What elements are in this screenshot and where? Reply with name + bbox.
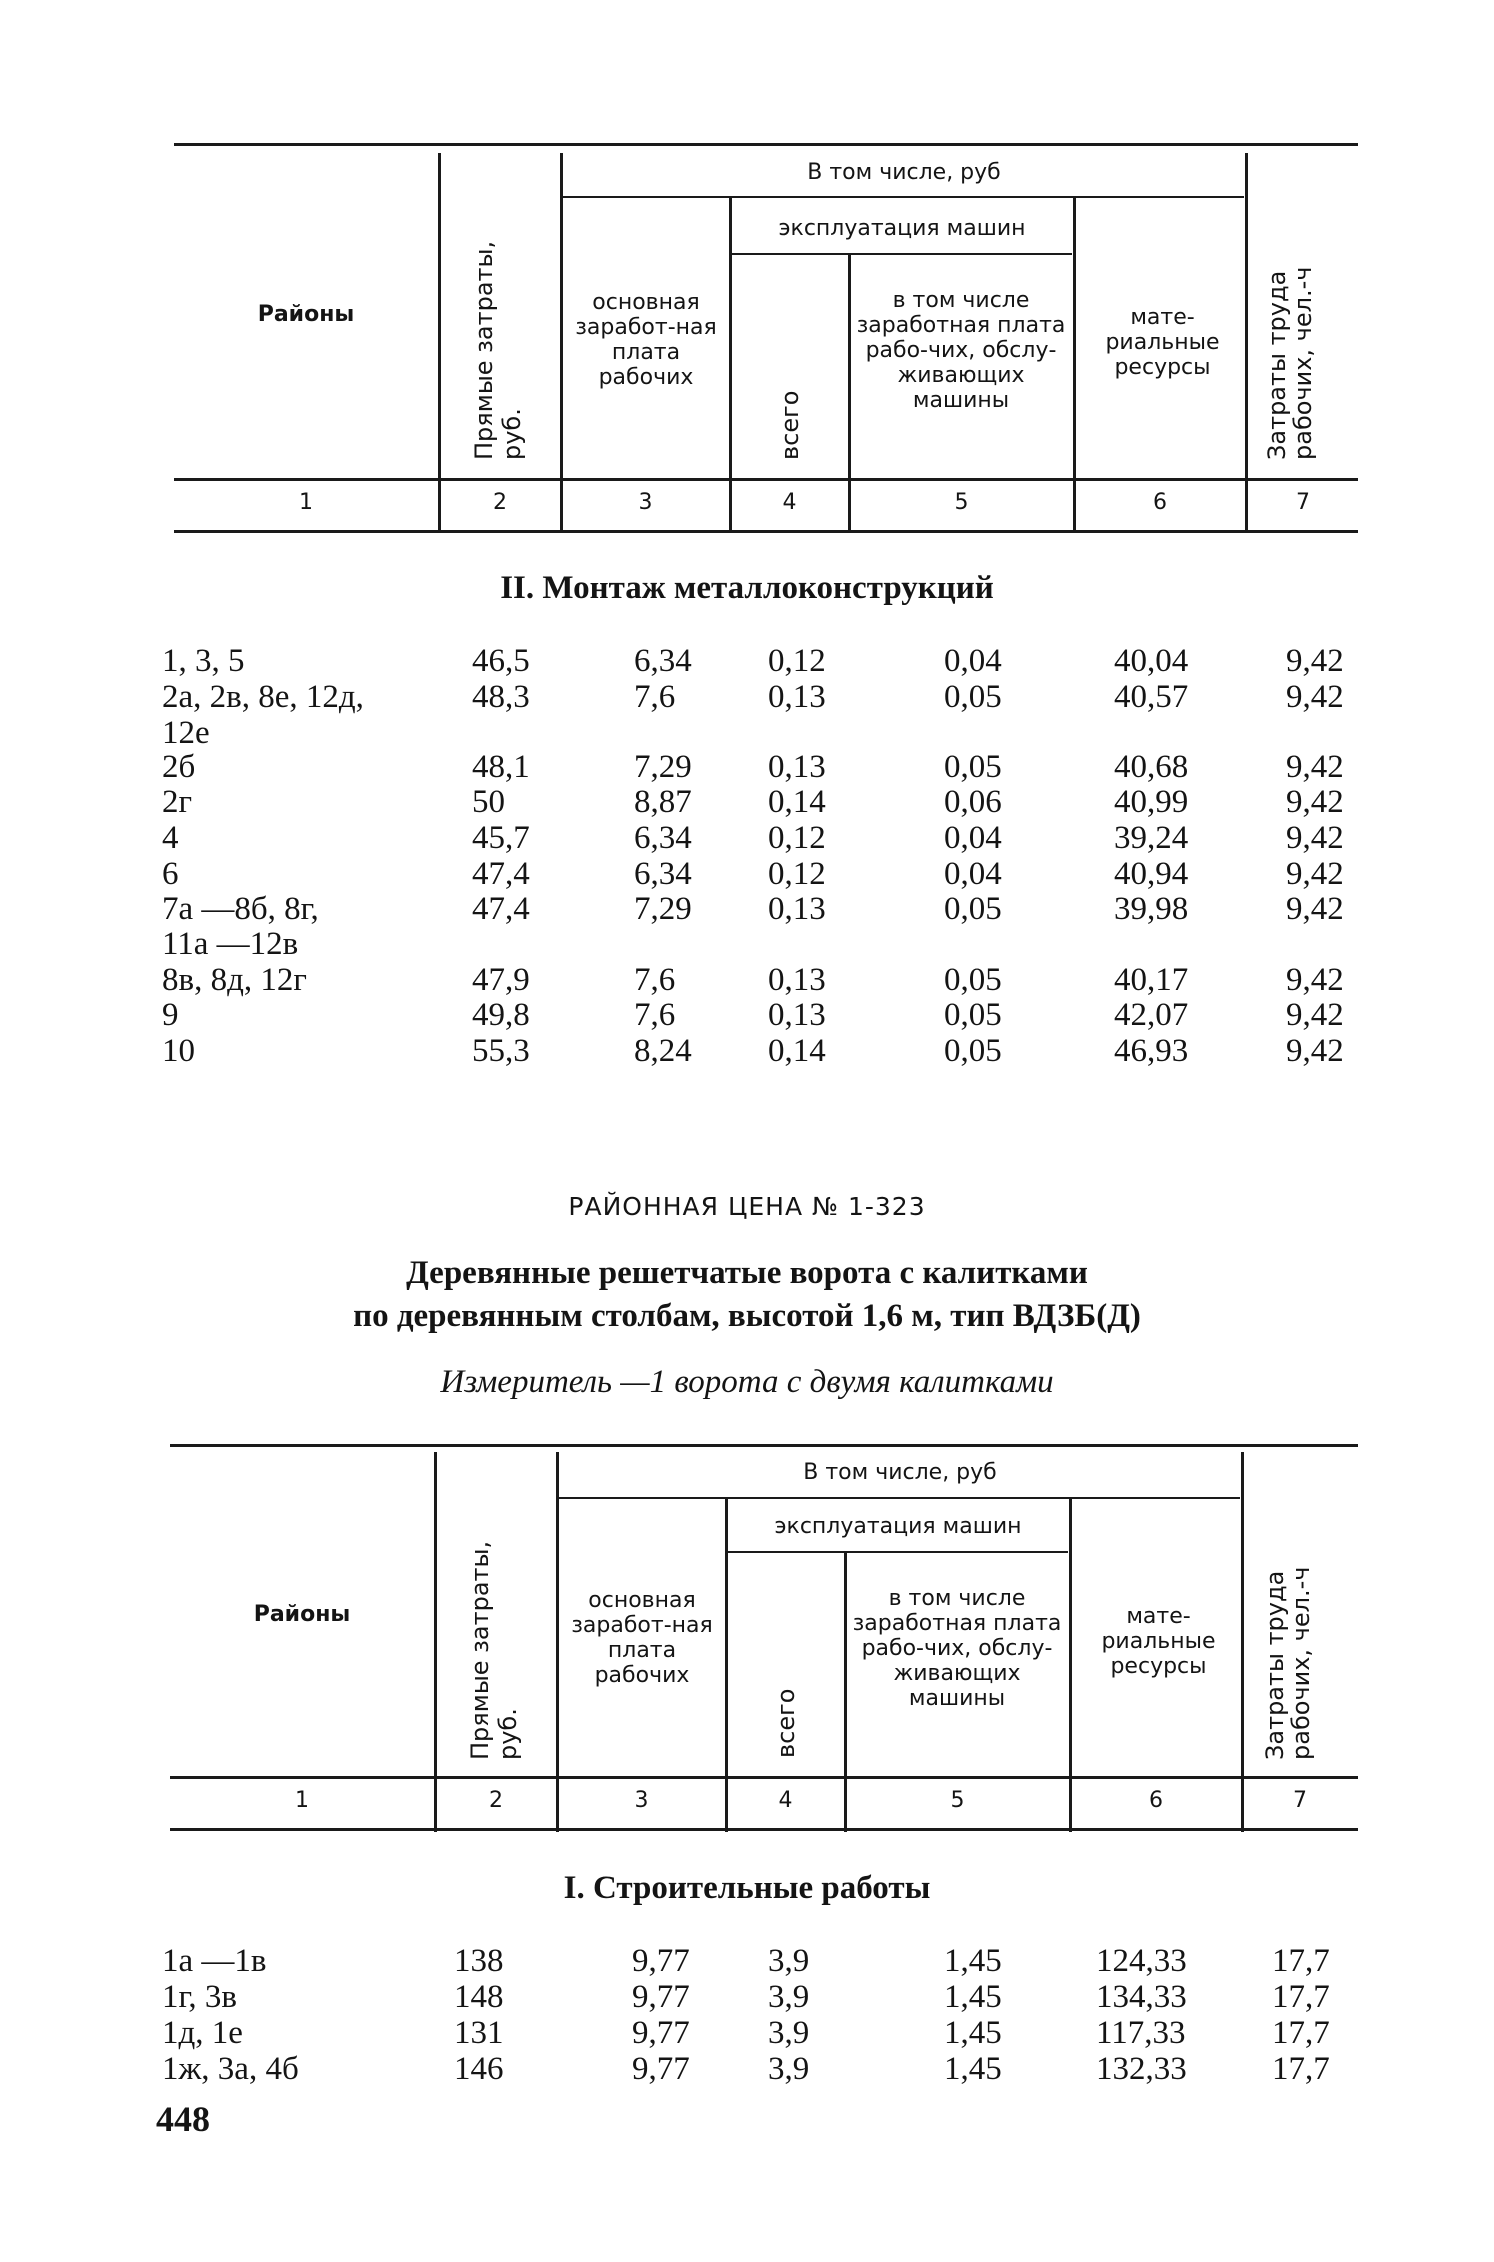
cell-c6: 39,24 <box>1114 820 1189 856</box>
cell-c5: 0,05 <box>944 749 1002 785</box>
cell-c2: 131 <box>454 2015 504 2051</box>
cell-c7: 9,42 <box>1286 891 1344 927</box>
cell-c2: 55,3 <box>472 1033 530 1069</box>
page-number: 448 <box>156 2099 210 2139</box>
cell-c2: 45,7 <box>472 820 530 856</box>
cell-c2: 49,8 <box>472 997 530 1033</box>
cell-c4: 0,13 <box>768 891 826 927</box>
cell-c3: 7,29 <box>634 891 692 927</box>
cell-c5: 1,45 <box>944 1943 1002 1979</box>
cell-c7: 17,7 <box>1272 1979 1330 2015</box>
cell-c7: 17,7 <box>1272 1943 1330 1979</box>
cell-region: 4 <box>162 820 179 856</box>
header-v-tom-chisle-zp: в том числе заработная плата рабо-чих, обслу-живающих машины <box>852 1586 1062 1711</box>
cell-c4: 3,9 <box>768 2015 810 2051</box>
col-number-5: 5 <box>954 490 969 515</box>
cell-c4: 0,12 <box>768 820 826 856</box>
cell-region: 6 <box>162 856 179 892</box>
cell-c3: 6,34 <box>634 643 692 679</box>
col-number-6: 6 <box>1149 1788 1163 1813</box>
cell-c2: 47,4 <box>472 891 530 927</box>
cell-c3: 6,34 <box>634 820 692 856</box>
rule-top <box>174 143 1358 146</box>
cell-c2: 48,1 <box>472 749 530 785</box>
table-row <box>0 749 1494 785</box>
table-row <box>0 962 1494 998</box>
cell-c7: 9,42 <box>1286 679 1344 715</box>
col-number-1: 1 <box>299 490 313 515</box>
cell-c3: 6,34 <box>634 856 692 892</box>
price-meter: Измеритель —1 ворота с двумя калитками <box>440 1364 1054 1400</box>
cell-c3: 7,29 <box>634 749 692 785</box>
col-number-4: 4 <box>778 1788 793 1813</box>
cell-c5: 0,05 <box>944 679 1002 715</box>
price-label: РАЙОННАЯ ЦЕНА № 1-323 <box>568 1192 926 1221</box>
cell-c6: 134,33 <box>1096 1979 1187 2015</box>
cell-c6: 117,33 <box>1096 2015 1186 2051</box>
cell-c6: 124,33 <box>1096 1943 1187 1979</box>
cell-c6: 40,04 <box>1114 643 1189 679</box>
header-rayony: Районы <box>257 302 355 327</box>
cell-c3: 9,77 <box>632 1943 690 1979</box>
table-row <box>0 856 1494 892</box>
cell-c4: 0,13 <box>768 962 826 998</box>
table-row <box>0 891 1494 927</box>
table-row <box>0 2015 1494 2051</box>
cell-region: 10 <box>162 1033 195 1069</box>
col-number-6: 6 <box>1153 490 1167 515</box>
cell-c2: 47,9 <box>472 962 530 998</box>
cell-c3: 7,6 <box>634 679 676 715</box>
cell-c6: 132,33 <box>1096 2051 1187 2087</box>
col-divider <box>1073 198 1076 533</box>
cell-region: 11а —12в <box>162 926 299 962</box>
cell-region: 2б <box>162 749 196 785</box>
cell-region: 1г, 3в <box>162 1979 237 2015</box>
table-row <box>0 1033 1494 1069</box>
cell-c4: 0,13 <box>768 749 826 785</box>
table-row <box>0 2051 1494 2087</box>
cell-c5: 1,45 <box>944 2051 1002 2087</box>
cell-c2: 46,5 <box>472 643 530 679</box>
cell-region: 1д, 1е <box>162 2015 243 2051</box>
section-title-2: I. Строительные работы <box>563 1870 931 1906</box>
col-number-7: 7 <box>1293 1788 1307 1813</box>
rule-group <box>558 1497 1240 1499</box>
cell-c7: 9,42 <box>1286 784 1344 820</box>
cell-c4: 0,13 <box>768 997 826 1033</box>
cell-c6: 42,07 <box>1114 997 1189 1033</box>
header-zatraty-truda: Затраты труда рабочих, чел.-ч <box>1261 1566 1315 1760</box>
header-vsego: всего <box>776 390 804 460</box>
cell-c2: 146 <box>454 2051 504 2087</box>
cell-c4: 3,9 <box>768 1979 810 2015</box>
cell-c4: 0,14 <box>768 1033 826 1069</box>
cell-c6: 40,57 <box>1114 679 1189 715</box>
cell-c5: 0,05 <box>944 962 1002 998</box>
rule-group <box>562 196 1244 198</box>
cell-c7: 17,7 <box>1272 2015 1330 2051</box>
cell-c3: 7,6 <box>634 962 676 998</box>
cell-region: 7а —8б, 8г, <box>162 891 319 927</box>
header-osnovnaya: основная заработ-ная плата рабочих <box>575 290 717 390</box>
col-divider <box>725 1499 728 1832</box>
cell-region: 8в, 8д, 12г <box>162 962 307 998</box>
cell-c2: 50 <box>472 784 505 820</box>
header-ekspluatatsiya: эксплуатация машин <box>778 216 1026 241</box>
cell-c5: 0,05 <box>944 997 1002 1033</box>
price-title-line2: по деревянным столбам, высотой 1,6 м, тип ВДЗБ(Д) <box>353 1298 1141 1334</box>
cell-c5: 0,05 <box>944 1033 1002 1069</box>
col-divider <box>1069 1499 1072 1832</box>
col-number-2: 2 <box>489 1788 503 1813</box>
cell-c3: 9,77 <box>632 1979 690 2015</box>
cell-c5: 1,45 <box>944 2015 1002 2051</box>
table-row <box>0 784 1494 820</box>
rule-bottom <box>174 530 1358 533</box>
col-number-4: 4 <box>782 490 797 515</box>
cell-c7: 9,42 <box>1286 962 1344 998</box>
cell-c2: 47,4 <box>472 856 530 892</box>
col-number-7: 7 <box>1296 490 1310 515</box>
cell-c5: 0,04 <box>944 820 1002 856</box>
header-vsego: всего <box>772 1688 800 1758</box>
col-divider <box>434 1452 437 1832</box>
col-divider <box>1245 153 1248 533</box>
rule-subgroup <box>726 1551 1068 1553</box>
header-v-tom-chisle: В том числе, руб <box>803 1460 997 1485</box>
cell-c3: 9,77 <box>632 2015 690 2051</box>
header-pryamye: Прямые затраты, руб. <box>466 1540 522 1760</box>
col-divider <box>556 1452 559 1832</box>
cell-c2: 148 <box>454 1979 504 2015</box>
cell-c5: 0,04 <box>944 856 1002 892</box>
cell-c3: 8,87 <box>634 784 692 820</box>
rule-subgroup <box>730 253 1072 255</box>
cell-region: 12е <box>162 715 210 751</box>
cell-c7: 9,42 <box>1286 1033 1344 1069</box>
cell-c6: 39,98 <box>1114 891 1189 927</box>
rule-top <box>170 1444 1358 1447</box>
header-v-tom-chisle: В том числе, руб <box>807 160 1001 185</box>
cell-c6: 40,99 <box>1114 784 1189 820</box>
rule-mid <box>170 1776 1358 1779</box>
cell-c4: 0,13 <box>768 679 826 715</box>
cell-c4: 3,9 <box>768 2051 810 2087</box>
header-pryamye: Прямые затраты, руб. <box>470 240 526 460</box>
cell-c2: 138 <box>454 1943 504 1979</box>
header-osnovnaya: основная заработ-ная плата рабочих <box>571 1588 713 1688</box>
cell-c3: 8,24 <box>634 1033 692 1069</box>
rule-mid <box>174 478 1358 481</box>
header-rayony: Районы <box>253 1602 351 1627</box>
cell-c5: 0,06 <box>944 784 1002 820</box>
cell-c4: 0,12 <box>768 856 826 892</box>
cell-region: 1ж, 3а, 4б <box>162 2051 299 2087</box>
cell-c7: 9,42 <box>1286 856 1344 892</box>
cell-c4: 3,9 <box>768 1943 810 1979</box>
header-materialnye: мате-риальные ресурсы <box>1105 305 1220 380</box>
col-divider <box>560 153 563 533</box>
col-number-5: 5 <box>950 1788 965 1813</box>
col-divider <box>438 153 441 533</box>
col-number-3: 3 <box>638 490 653 515</box>
cell-c7: 9,42 <box>1286 749 1344 785</box>
table-row <box>0 1943 1494 1979</box>
section-title-1: II. Монтаж металлоконструкций <box>500 570 994 606</box>
cell-c3: 7,6 <box>634 997 676 1033</box>
cell-c7: 17,7 <box>1272 2051 1330 2087</box>
header-v-tom-chisle-zp: в том числе заработная плата рабо-чих, обслу-живающих машины <box>856 288 1066 413</box>
cell-c5: 0,04 <box>944 643 1002 679</box>
rule-bottom <box>170 1828 1358 1831</box>
col-divider <box>729 198 732 533</box>
price-title-line1: Деревянные решетчатые ворота с калитками <box>406 1255 1088 1291</box>
cell-c7: 9,42 <box>1286 820 1344 856</box>
table-row-continuation <box>0 715 1494 751</box>
cell-region: 1, 3, 5 <box>162 643 245 679</box>
cell-c6: 46,93 <box>1114 1033 1189 1069</box>
cell-c3: 9,77 <box>632 2051 690 2087</box>
table-row <box>0 679 1494 715</box>
col-number-3: 3 <box>634 1788 649 1813</box>
cell-c4: 0,12 <box>768 643 826 679</box>
table-row <box>0 820 1494 856</box>
table-row-continuation <box>0 926 1494 962</box>
cell-region: 2г <box>162 784 193 820</box>
col-number-1: 1 <box>295 1788 309 1813</box>
cell-c7: 9,42 <box>1286 997 1344 1033</box>
cell-c6: 40,68 <box>1114 749 1189 785</box>
table-row <box>0 1979 1494 2015</box>
cell-c6: 40,17 <box>1114 962 1189 998</box>
header-materialnye: мате-риальные ресурсы <box>1101 1604 1216 1679</box>
cell-c5: 1,45 <box>944 1979 1002 2015</box>
col-number-2: 2 <box>493 490 507 515</box>
cell-c5: 0,05 <box>944 891 1002 927</box>
cell-c4: 0,14 <box>768 784 826 820</box>
header-ekspluatatsiya: эксплуатация машин <box>774 1514 1022 1539</box>
col-divider <box>1241 1452 1244 1832</box>
cell-c2: 48,3 <box>472 679 530 715</box>
cell-c7: 9,42 <box>1286 643 1344 679</box>
cell-region: 9 <box>162 997 179 1033</box>
cell-c6: 40,94 <box>1114 856 1189 892</box>
header-zatraty-truda: Затраты труда рабочих, чел.-ч <box>1263 266 1317 460</box>
cell-region: 1а —1в <box>162 1943 267 1979</box>
table-row <box>0 997 1494 1033</box>
cell-region: 2а, 2в, 8е, 12д, <box>162 679 364 715</box>
table-row <box>0 643 1494 679</box>
